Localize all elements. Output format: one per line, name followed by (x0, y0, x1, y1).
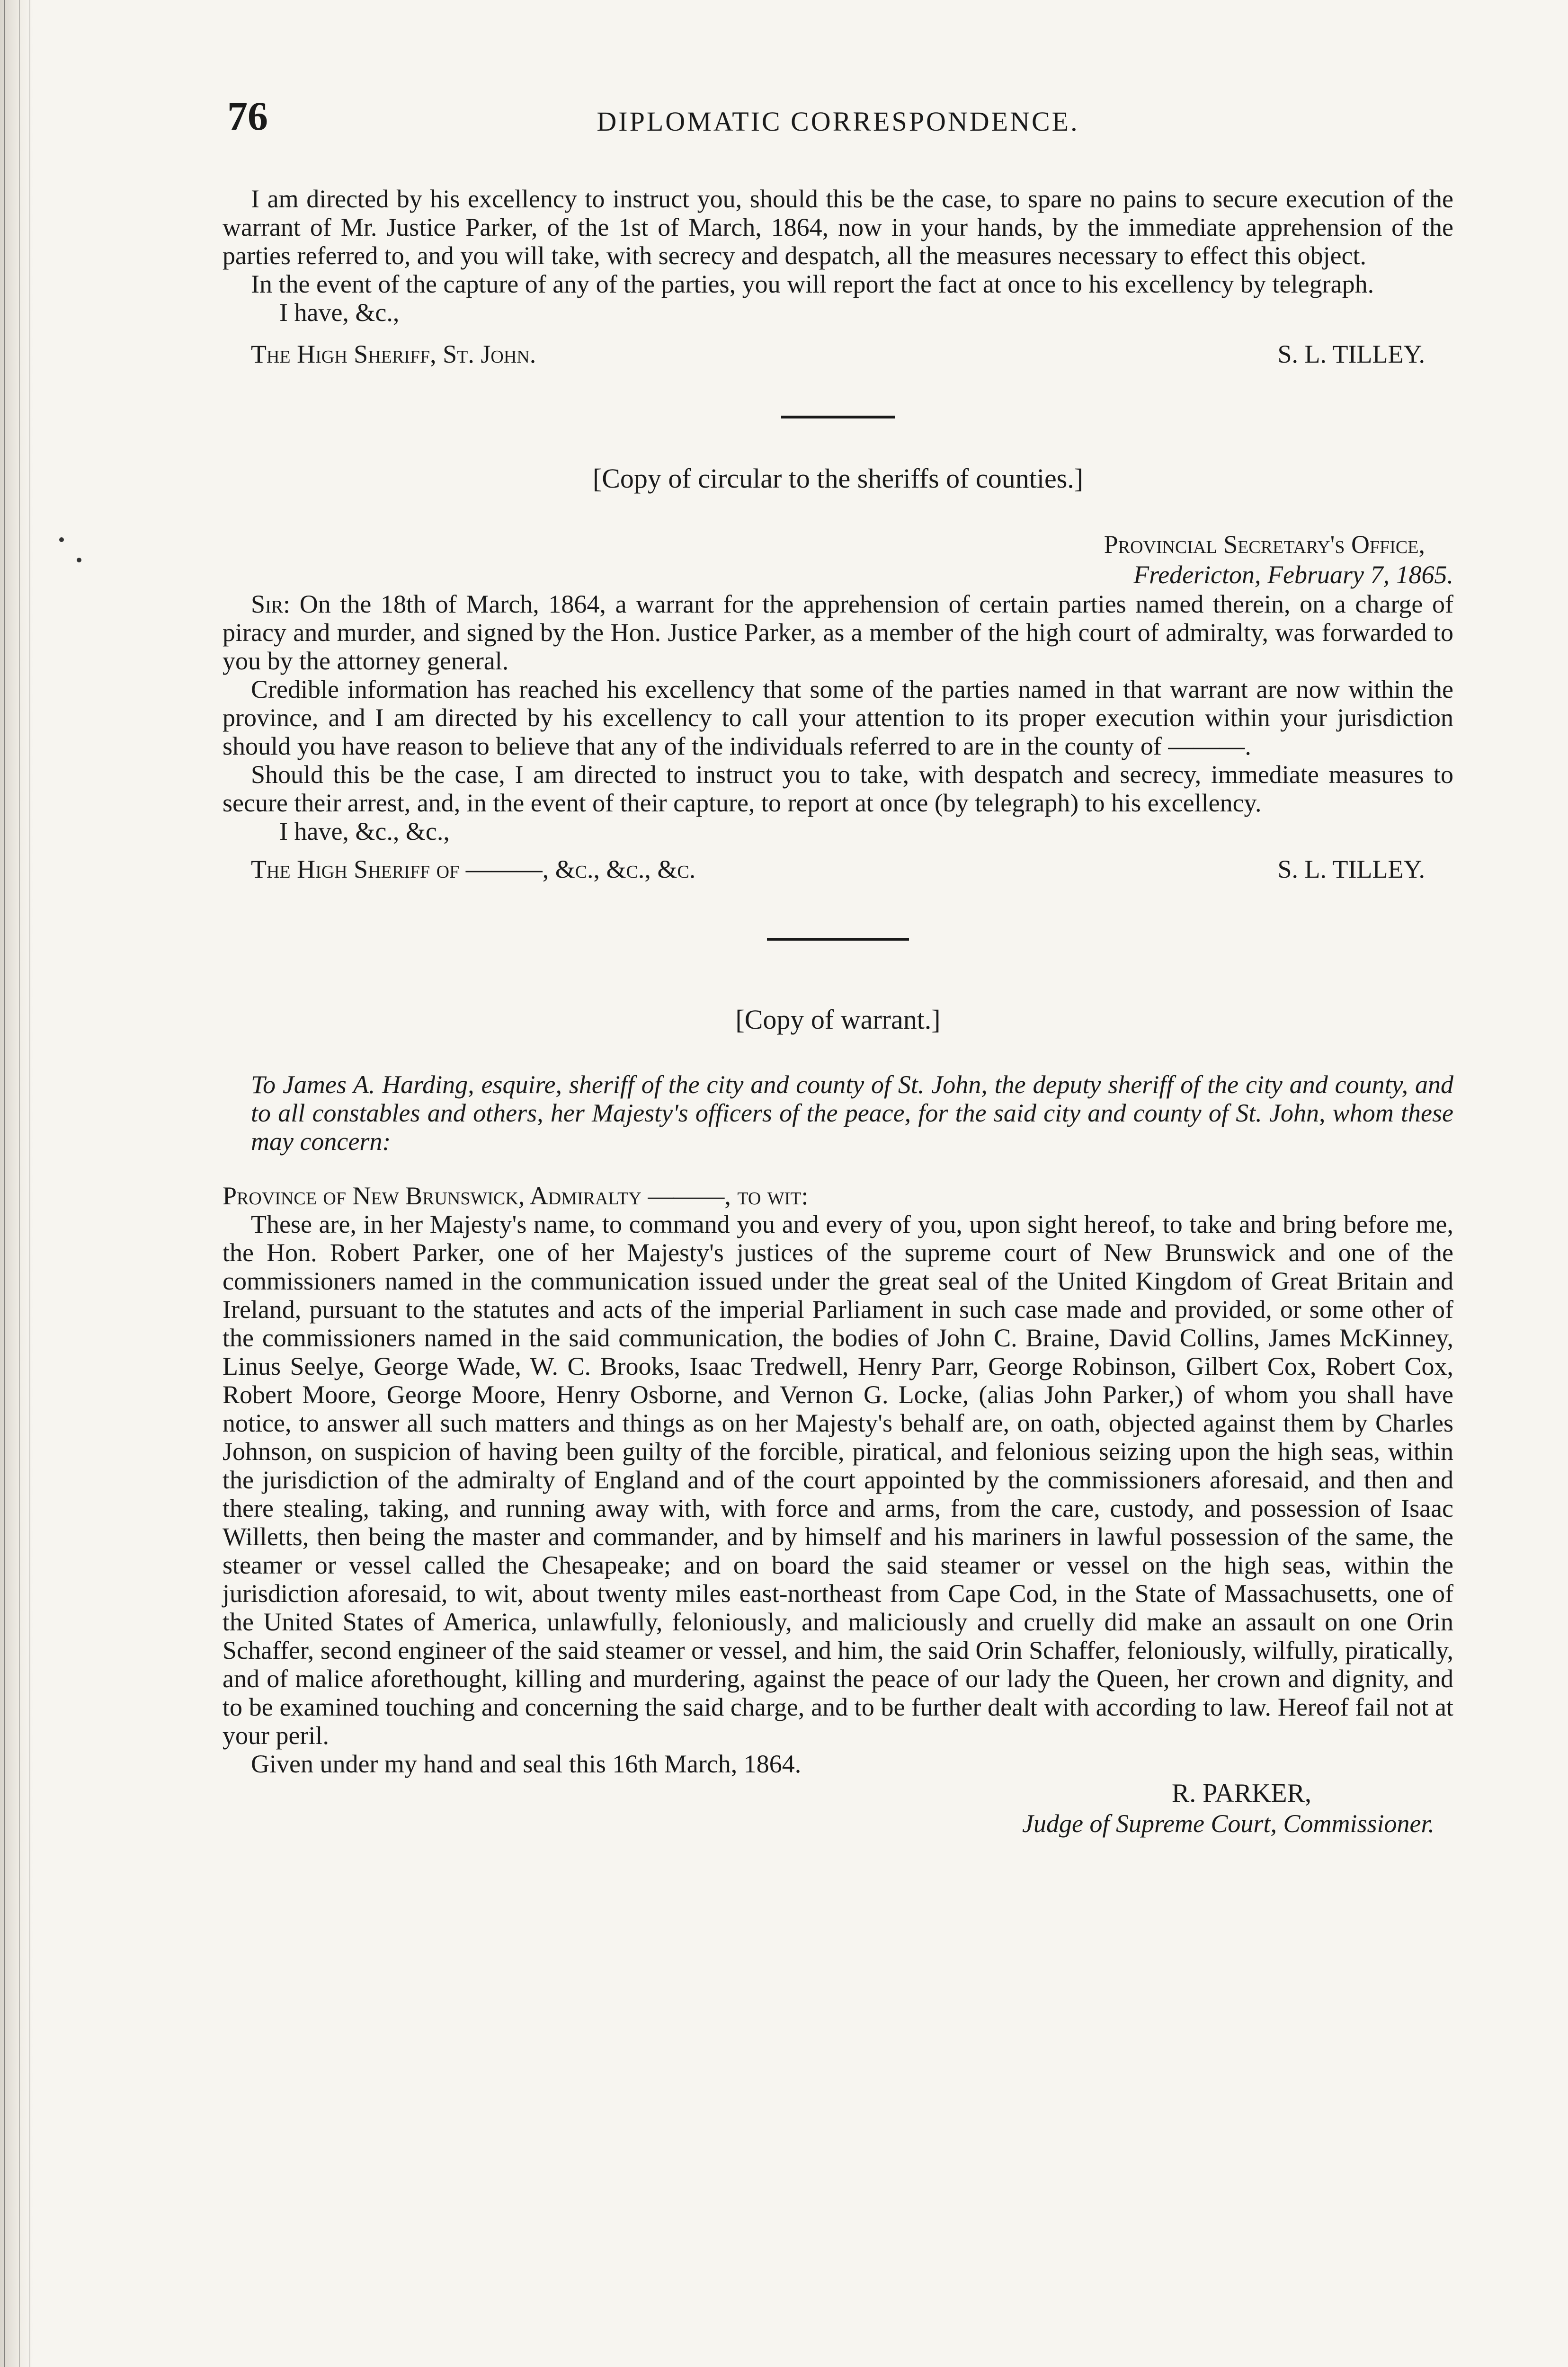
circular-footer (223, 855, 1453, 883)
margin-speck (77, 558, 81, 562)
page-number: 76 (227, 93, 268, 139)
warrant-heading: [Copy of warrant.] (735, 1004, 941, 1035)
letter-addressee: The High Sheriff, St. John. (251, 340, 536, 368)
letter-to-high-sheriff (223, 185, 1453, 368)
letter-footer (223, 340, 1453, 368)
province-line: Province of New Brunswick, Admiralty ———, to wit: (223, 1182, 809, 1210)
binding-edge (29, 0, 30, 2367)
warrant-body: These are, in her Majesty's name, to command you and every of you, upon sight hereof, to take and bring before me, the Hon. Robert Parker, one of her Majesty's justices of the supreme court of New Brunswick and one of the commissioners named in the communication issued under the great seal of the United Kingdom of Great Britain and Ireland, pursuant to the statutes and acts of the imperial Parliament in such case made and provided, or some other of the commissioners named in the said communication, the bodies of John C. Braine, David Collins, James McKinney, Linus Seelye, George Wade, W. C. Brooks, Isaac Tredwell, Henry Parr, George Robinson, Gilbert Cox, Robert Cox, Robert Moore, George Moore, Henry Osborne, and Vernon G. Locke, (alias John Parker,) of whom you shall have notice, to answer all such matters and things as on her Majesty's behalf are, on oath, objected against them by Charles Johnson, on suspicion of having been guilty of the forcible, piratical, and felonious seizing upon the high seas, within the jurisdiction of the admiralty of England and of the court appointed by the commissioners aforesaid, and then and there stealing, taking, and running away with, with force and arms, from the care, custody, and possession of Isaac Willetts, then being the master and commander, and by himself and his mariners in lawful possession of the same, the steamer or vessel called the Chesapeake; and on board the said steamer or vessel on the high seas, within the jurisdiction aforesaid, to wit, about twenty miles east-northeast from Cape Cod, in the State of Massachusetts, one of the United States of America, unlawfully, feloniously, and maliciously and cruelly did make an assault on one Orin Schaffer, second engineer of the said steamer or vessel, and him, the said Orin Schaffer, feloniously, wilfully, piratically, and of malice aforethought, killing and murdering, against the peace of our lady the Queen, her crown and dignity, and to be examined touching and concerning the said charge, and to be further dealt with according to law. Hereof fail not at your peril. (223, 1210, 1453, 1750)
warrant-section (223, 1005, 1453, 1839)
margin-speck (59, 537, 64, 542)
section-divider (781, 416, 895, 418)
page-header (223, 92, 1453, 163)
circular-paragraph-text: On the 18th of March, 1864, a warrant for the apprehension of certain parties named therein, on a charge of piracy and murder, and signed by the Hon. Justice Parker, as a member of the high court of admiralty, was forwarded to you by the attorney general. (223, 590, 1453, 675)
office-line: Provincial Secretary's Office, (1104, 530, 1425, 559)
letter-paragraph: I am directed by his excellency to instruct you, should this be the case, to spare no pains to secure execution of the warrant of Mr. Justice Parker, of the 1st of March, 1864, now in your hands, by the immediate apprehension of the parties referred to, and you will take, with secrecy and despatch, all the measures necessary to effect this object. (223, 185, 1453, 270)
running-title: DIPLOMATIC CORRESPONDENCE. (597, 106, 1079, 137)
book-binding (0, 0, 33, 2367)
circular-closing: I have, &c., &c., (279, 817, 450, 845)
place-date: Fredericton, February 7, 1865. (1133, 561, 1453, 589)
warrant-signature-title: Judge of Supreme Court, Commissioner. (1022, 1809, 1434, 1838)
document-page (223, 92, 1453, 1839)
binding-edge (4, 0, 5, 2367)
letter-closing: I have, &c., (279, 298, 400, 327)
warrant-signature: R. PARKER, (1171, 1779, 1311, 1808)
circular-paragraph: Should this be the case, I am directed to instruct you to take, with despatch and secrecy, immediate measures to secure their arrest, and, in the event of their capture, to report at once (by telegraph) to his excellency. (223, 760, 1453, 817)
warrant-given: Given under my hand and seal this 16th March, 1864. (251, 1750, 802, 1778)
circular-signature: S. L. TILLEY. (1277, 855, 1425, 883)
salutation: Sir: (251, 590, 291, 618)
warrant-address: To James A. Harding, esquire, sheriff of the city and county of St. John, the deputy sheriff of the city and county, and to all constables and others, her Majesty's officers of the peace, for the said city and county of St. John, whom these may concern: (251, 1070, 1453, 1156)
circular-paragraph (223, 590, 1453, 675)
section-divider (767, 938, 909, 941)
circular-addressee: The High Sheriff of ———, &c., &c., &c. (251, 855, 696, 883)
circular-paragraph: Credible information has reached his excellency that some of the parties named in that warrant are now within the province, and I am directed by his excellency to call your attention to its proper execution within your jurisdiction should you have reason to believe that any of the individuals referred to are in the county of ———. (223, 675, 1453, 760)
circular-heading: [Copy of circular to the sheriffs of counties.] (592, 463, 1084, 494)
letter-signature: S. L. TILLEY. (1277, 340, 1425, 368)
letter-paragraph: In the event of the capture of any of the parties, you will report the fact at once to his excellency by telegraph. (251, 270, 1374, 298)
circular-section (223, 463, 1453, 883)
binding-edge (19, 0, 20, 2367)
